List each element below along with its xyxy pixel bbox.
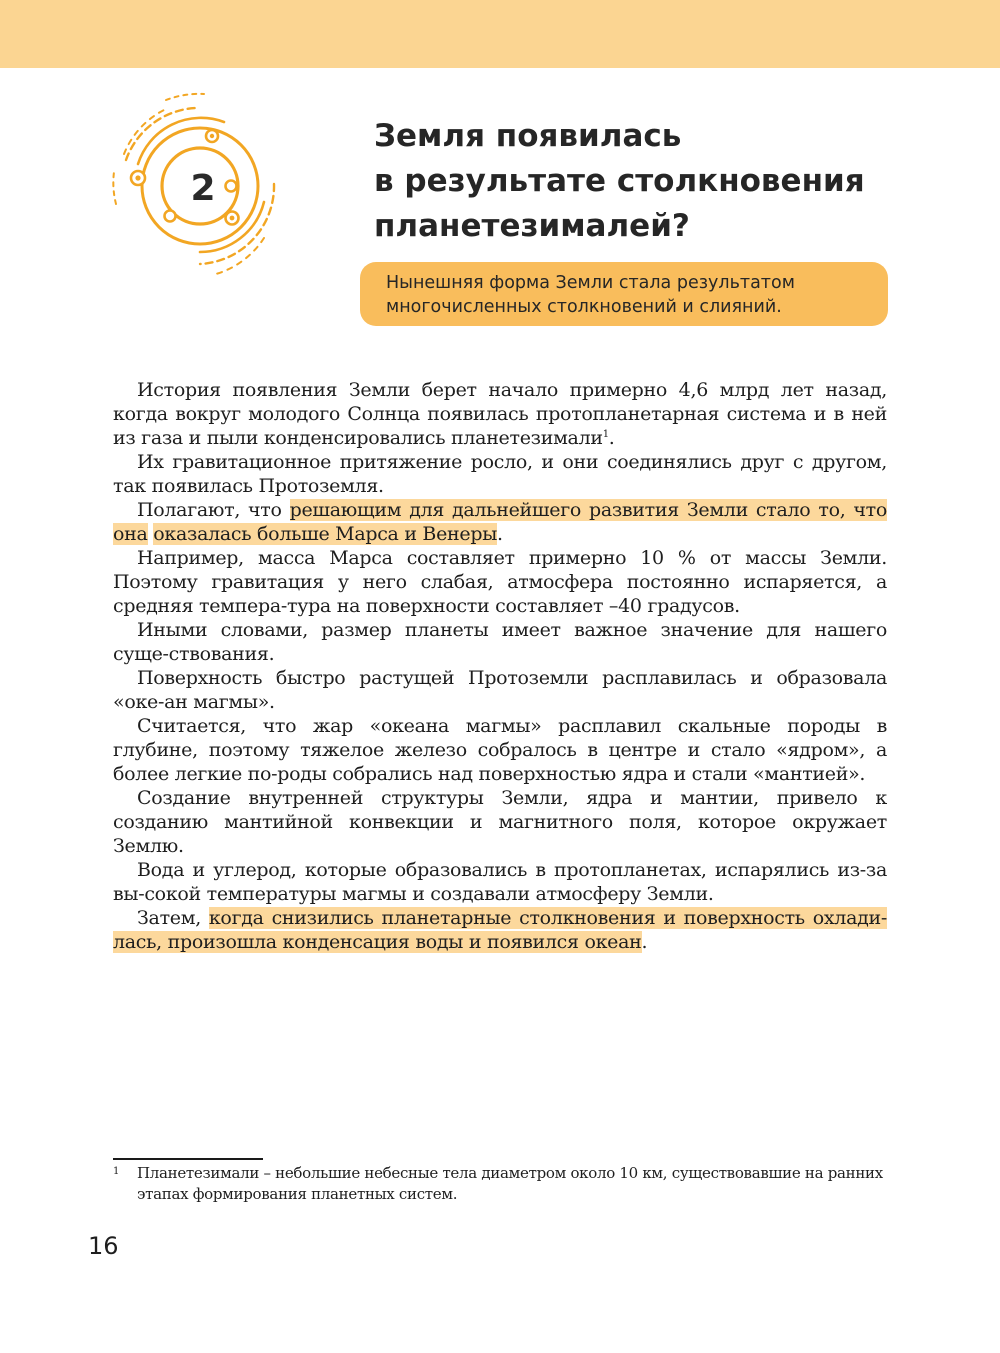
chapter-summary-box [360,262,888,326]
highlighted-text: решающим для дальнейшего развития Земли стало то, что она [113,499,888,545]
paragraph: Их гравитационное притяжение росло, и они соединялись друг с другом, так появилась Протоземля. [113,451,887,497]
highlighted-text: оказалась больше Марса и Венеры [153,523,498,545]
page-number: 16 [88,1232,119,1260]
chapter-title [374,114,934,249]
chapter-title-line: планетезималей? [374,208,690,244]
footnote-reference[interactable]: 1 [602,429,609,440]
chapter-title-line: в результате столкновения [374,163,865,199]
paragraph: Например, масса Марса составляет примерно 10 % от массы Земли. Поэтому гравитация у него слабая, атмосфера постоянно испаряется, а средняя темпера-тура на поверхности составляет –40 градусов. [113,547,887,617]
top-header-band [0,0,1000,68]
footnote-line: Планетезимали – небольшие небесные тела диаметром около 10 км, существовавшие на ранних [137,1164,883,1182]
paragraph: История появления Земли берет начало примерно 4,6 млрд лет назад, когда вокруг молодого Солнца появилась протопланетарная система и в ней из газа и пыли конденсировались планетезимали$^1$. [113,379,887,449]
chapter-emblem [104,92,276,282]
footnote [113,1163,887,1205]
chapter-number: 2 [190,167,216,209]
footnote-divider [113,1158,263,1160]
paragraph: Вода и углерод, которые образовались в протопланетах, испарялись из-за вы-сокой температуры магмы и создавали атмосферу Земли. [113,859,887,905]
paragraph: Поверхность быстро растущей Протоземли расплавилась и образовала «оке-ан магмы». [113,667,887,713]
chapter-title-line: Земля появилась [374,118,682,154]
footnote-mark: 1 [113,1166,120,1177]
chapter-summary-line: многочисленных столкновений и слияний. [386,297,782,317]
paragraph-highlighted: Полагают, что решающим для дальнейшего развития Земли стало то, что она оказалась больше Марса и Венеры. [113,499,888,545]
chapter-summary-line: Нынешняя форма Земли стала результатом [386,273,795,293]
footnote-line: этапах формирования планетных систем. [137,1185,458,1203]
paragraph: Считается, что жар «океана магмы» расплавил скальные породы в глубине, поэтому тяжелое железо собралось в центре и стало «ядром», а более легкие по-роды собрались над поверхностью ядра и стали «мантией». [113,715,887,785]
paragraph: Иными словами, размер планеты имеет важное значение для нашего суще-ствования. [113,619,887,665]
article-body [113,378,887,954]
highlighted-text: когда снизились планетарные столкновения и поверхность охлади- [208,907,887,929]
paragraph-highlighted: Затем, когда снизились планетарные столкновения и поверхность охлади-лась, произошла конденсация воды и появился океан. [113,907,887,953]
highlighted-text: лась, произошла конденсация воды и появился океан [113,931,642,953]
paragraph: Создание внутренней структуры Земли, ядра и мантии, привело к созданию мантийной конвекции и магнитного поля, которое окружает Землю. [113,787,887,857]
